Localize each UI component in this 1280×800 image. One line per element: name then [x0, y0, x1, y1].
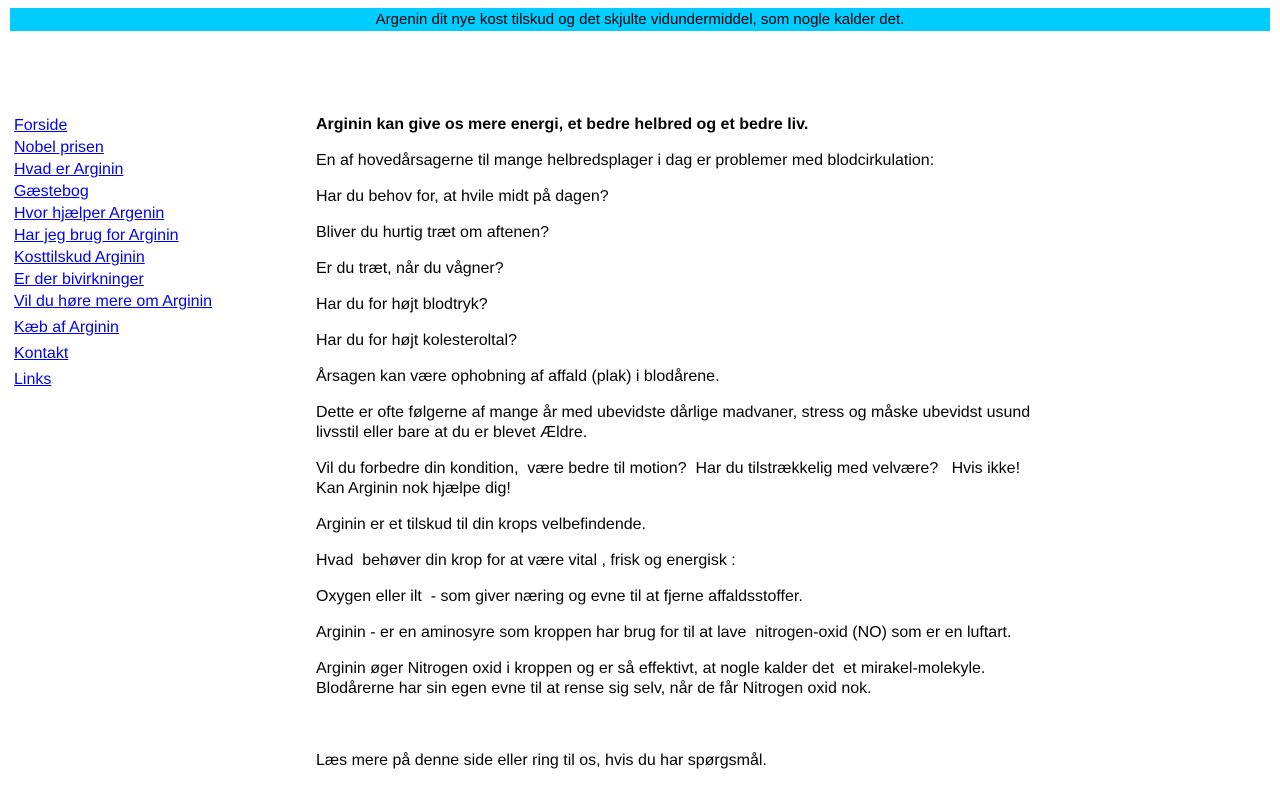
sidebar-item-hvad-er-arginin[interactable]: Hvad er Arginin — [14, 161, 124, 178]
content-paragraph: Arginin øger Nitrogen oxid i kroppen og er så effektivt, at nogle kalder det et mirakel-molekyle. Blodårerne har sin egen evne til at rense sig selv, når de får Nitrogen oxid nok. — [316, 660, 990, 697]
content-paragraph-spacer — [316, 715, 1038, 735]
main-columns — [0, 115, 1280, 787]
content-heading: Arginin kan give os mere energi, et bedre helbred og et bedre liv. — [316, 116, 809, 133]
sidebar-nav — [0, 115, 316, 391]
content-paragraph: Har du for højt blodtryk? — [316, 296, 488, 313]
content-paragraph: Har du for højt kolesteroltal? — [316, 332, 517, 349]
content-paragraph: Hvad behøver din krop for at være vital , frisk og energisk : — [316, 552, 736, 569]
content-paragraph: Bliver du hurtig træt om aftenen? — [316, 224, 550, 241]
content-paragraph: Årsagen kan være ophobning af affald (plak) i blodårene. — [316, 368, 720, 385]
top-banner — [10, 8, 1270, 31]
content-paragraph: Har du behov for, at hvile midt på dagen? — [316, 188, 609, 205]
content-paragraph: Vil du forbedre din kondition, være bedre til motion? Har du tilstrækkelig med velvære? Hvis ikke! Kan Arginin nok hjælpe dig! — [316, 460, 1025, 497]
banner-text: Argenin dit nye kost tilskud og det skjulte vidundermiddel, som nogle kalder det. — [375, 11, 905, 28]
sidebar-item-hvor-hjaelper-argenin[interactable]: Hvor hjælper Argenin — [14, 205, 165, 222]
sidebar-item-har-jeg-brug-for-arginin[interactable]: Har jeg brug for Arginin — [14, 227, 179, 244]
content-paragraph: En af hovedårsagerne til mange helbredsplager i dag er problemer med blodcirkulation: — [316, 152, 935, 169]
sidebar-item-links[interactable]: Links — [14, 371, 52, 388]
sidebar-item-kaeb-af-arginin[interactable]: Kæb af Arginin — [14, 319, 119, 336]
content-paragraph: Dette er ofte følgerne af mange år med ubevidste dårlige madvaner, stress og måske ubevidst usund livsstil eller bare at du er blevet Ældre. — [316, 404, 1035, 441]
sidebar-item-gaestebog[interactable]: Gæstebog — [14, 183, 89, 200]
sidebar-item-nobel-prisen[interactable]: Nobel prisen — [14, 139, 104, 156]
sidebar-item-kontakt[interactable]: Kontakt — [14, 345, 69, 362]
sidebar-item-kosttilskud-arginin[interactable]: Kosttilskud Arginin — [14, 249, 145, 266]
content-paragraph: Læs mere på denne side eller ring til os, hvis du har spørgsmål. — [316, 752, 767, 769]
main-content — [316, 115, 1038, 787]
sidebar-item-er-der-bivirkninger[interactable]: Er der bivirkninger — [14, 271, 144, 288]
content-paragraph: Er du træt, når du vågner? — [316, 260, 504, 277]
content-paragraph: Arginin er et tilskud til din krops velbefindende. — [316, 516, 646, 533]
content-paragraph: Arginin - er en aminosyre som kroppen har brug for til at lave nitrogen-oxid (NO) som er en luftart. — [316, 624, 1012, 641]
sidebar-item-vil-du-hoere-mere-om-arginin[interactable]: Vil du høre mere om Arginin — [14, 293, 213, 310]
sidebar-item-forside[interactable]: Forside — [14, 117, 68, 134]
content-paragraph: Oxygen eller ilt - som giver næring og evne til at fjerne affaldsstoffer. — [316, 588, 803, 605]
